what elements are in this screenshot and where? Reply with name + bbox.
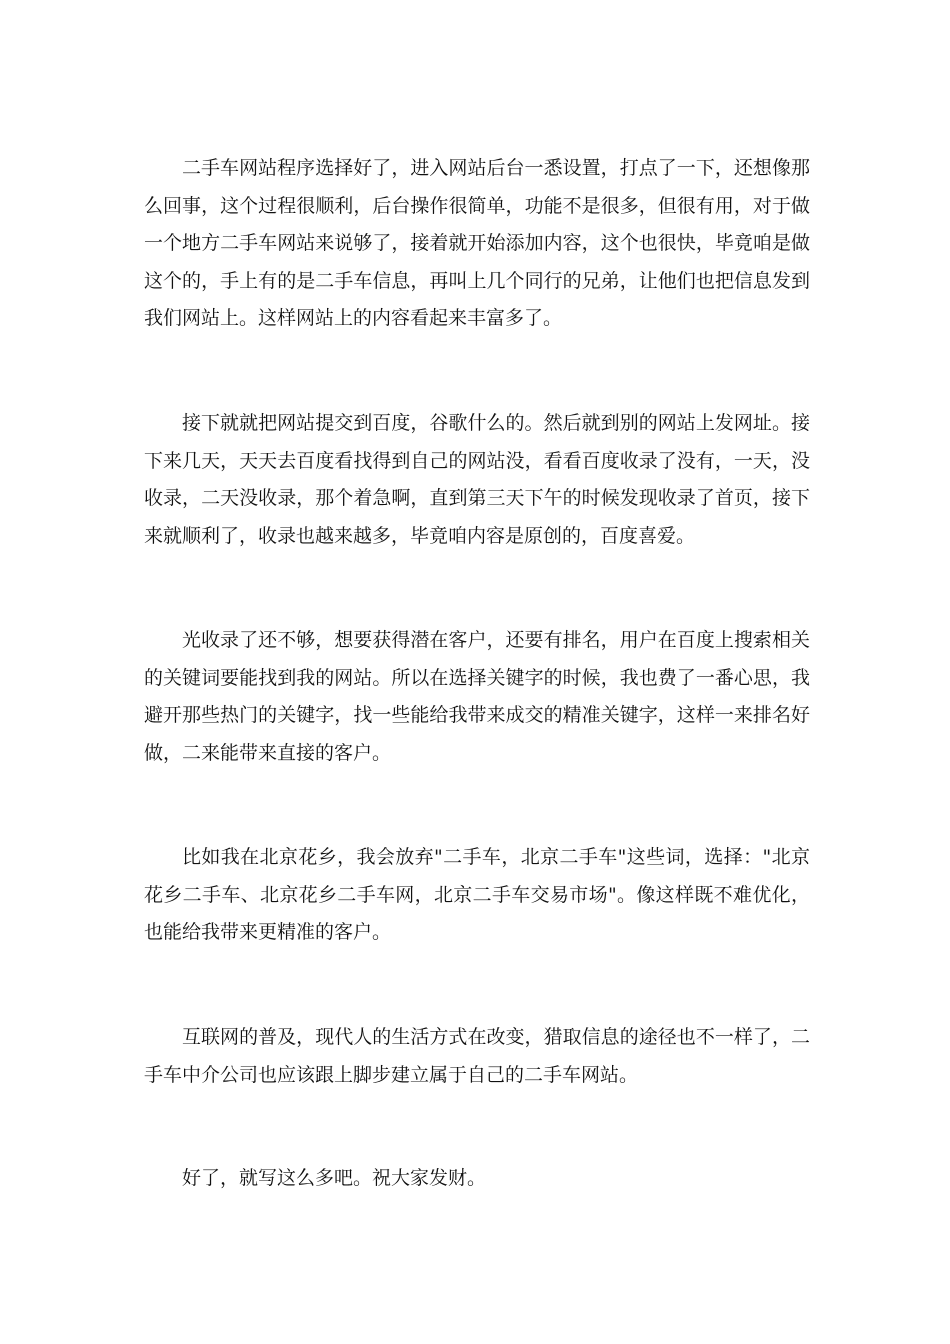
paragraph-5: 互联网的普及，现代人的生活方式在改变，猎取信息的途径也不一样了，二手车中介公司也应该跟上脚步建立属于自己的二手车网站。 xyxy=(144,1026,810,1086)
paragraph-6: 好了，就写这么多吧。祝大家发财。 xyxy=(182,1167,487,1189)
paragraph-2: 接下就就把网站提交到百度，谷歌什么的。然后就到别的网站上发网址。接下来几天，天天去百度看找得到自己的网站没，看看百度收录了没有，一天，没收录，二天没收录，那个着急啊，直到第三天下午的时候发现收录了首页，接下来就顺利了，收录也越来越多，毕竟咱内容是原创的，百度喜爱。 xyxy=(144,412,810,547)
paragraph-3: 光收录了还不够，想要获得潜在客户，还要有排名，用户在百度上搜索相关的关键词要能找到我的网站。所以在选择关键字的时候，我也费了一番心思，我避开那些热门的关键字，找一些能给我带来成交的精准关键字，这样一来排名好做，二来能带来直接的客户。 xyxy=(144,629,810,764)
paragraph-4: 比如我在北京花乡，我会放弃"二手车，北京二手车"这些词，选择："北京花乡二手车、北京花乡二手车网，北京二手车交易市场"。像这样既不难优化，也能给我带来更精准的客户。 xyxy=(144,846,810,943)
paragraph-1: 二手车网站程序选择好了，进入网站后台一悉设置，打点了一下，还想像那么回事，这个过程很顺利，后台操作很简单，功能不是很多，但很有用，对于做一个地方二手车网站来说够了，接着就开始添加内容，这个也很快，毕竟咱是做这个的，手上有的是二手车信息，再叫上几个同行的兄弟，让他们也把信息发到我们网站上。这样网站上的内容看起来丰富多了。 xyxy=(144,157,810,329)
